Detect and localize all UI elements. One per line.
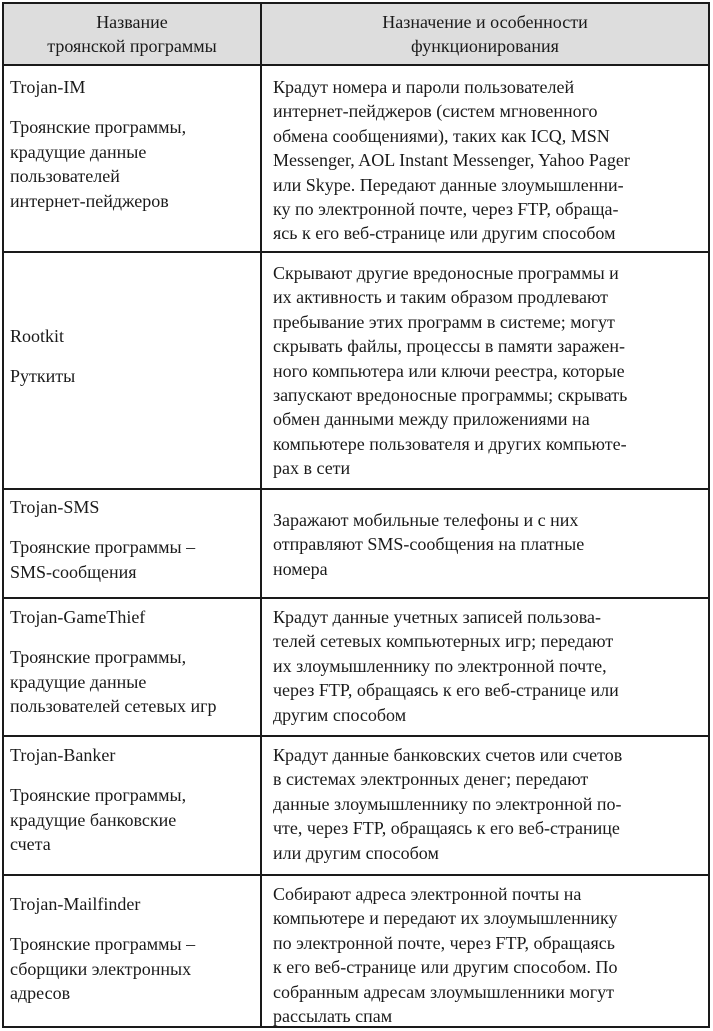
desc-line: к его веб-странице или другим способом. По [273, 957, 618, 978]
desc-line: Скрывают другие вредоносные программы и [273, 263, 619, 283]
program-description-ru [10, 645, 260, 718]
name-line: Троянские программы, [10, 117, 187, 138]
purpose-cell [262, 490, 708, 597]
program-name-cell [4, 66, 262, 251]
purpose-text [273, 882, 704, 1028]
desc-line: Заражают мобильные телефоны и с них [273, 510, 579, 530]
purpose-text [273, 75, 704, 246]
program-code: Rootkit [10, 326, 65, 346]
header-name-line-1: Название [96, 12, 168, 32]
program-name-cell [4, 490, 262, 597]
name-line: пользователей сетевых игр [10, 696, 217, 717]
purpose-text [273, 261, 704, 481]
name-line: Троянские программы, [10, 785, 187, 806]
program-code: Trojan-Mailfinder [10, 894, 141, 914]
desc-line: или Skype. Передают данные злоумышленни- [273, 174, 624, 195]
desc-line: их злоумышленнику по электронной почте, [273, 655, 607, 676]
desc-line: Крадут данные банковских счетов или счетов [273, 745, 623, 765]
name-line: крадущие данные [10, 141, 147, 162]
desc-line: обмен данными между приложениями на [273, 409, 590, 430]
name-line: Троянские программы, [10, 647, 187, 668]
desc-line: рах в сети [273, 458, 351, 479]
desc-line: отправляют SMS-сообщения на платные [273, 534, 585, 555]
desc-line: запускают вредоносные программы; скрывать [273, 385, 628, 406]
desc-line: номера [273, 558, 328, 579]
header-purpose-line-1: Назначение и особенности [382, 12, 588, 32]
desc-line: телей сетевых компьютерных игр; передают [273, 631, 614, 652]
desc-line: ку по электронной почте, через FTP, обраща- [273, 199, 619, 220]
name-line: Руткиты [10, 366, 76, 387]
name-line: адресов [10, 983, 71, 1004]
purpose-text [273, 508, 704, 581]
program-description-ru [10, 115, 260, 213]
table-row [4, 599, 708, 737]
name-line: Троянские программы – [10, 934, 196, 955]
program-name-cell [4, 737, 262, 874]
purpose-cell [262, 737, 708, 874]
program-code: Trojan-GameThief [10, 607, 146, 627]
table-row [4, 737, 708, 876]
name-line: сборщики электронных [10, 958, 192, 979]
name-line: SMS-сообщения [10, 561, 137, 582]
table-row [4, 490, 708, 599]
desc-line: чте, через FTP, обращаясь к его веб-странице [273, 818, 620, 839]
desc-line: интернет-пейджеров (систем мгновенного [273, 101, 598, 122]
header-name-line-2: троянской программы [47, 36, 217, 56]
purpose-text [273, 605, 704, 727]
desc-line: через FTP, обращаясь к его веб-странице или [273, 680, 619, 701]
desc-line: компьютере пользователя и других компьюте- [273, 433, 627, 454]
program-description-ru [10, 932, 260, 1005]
program-code: Trojan-SMS [10, 497, 100, 517]
desc-line: по электронной почте, через FTP, обращаясь [273, 932, 615, 953]
purpose-cell [262, 66, 708, 251]
desc-line: их активность и таким образом продлевают [273, 287, 609, 308]
desc-line: скрывать файлы, процессы в памяти заражен- [273, 336, 626, 357]
desc-line: Крадут номера и пароли пользователей [273, 77, 575, 97]
trojan-types-table [2, 2, 710, 1028]
program-name-cell [4, 253, 262, 488]
header-purpose-line-2: функционирования [411, 36, 559, 56]
program-description-ru [10, 535, 260, 584]
desc-line: в системах электронных денег; передают [273, 769, 589, 790]
header-cell-name [4, 4, 262, 64]
desc-line: Собирают адреса электронной почты на [273, 884, 582, 904]
name-line: счета [10, 834, 51, 855]
desc-line: собранным адресам злоумышленники могут [273, 981, 614, 1002]
desc-line: данные злоумышленнику по электронной по- [273, 793, 622, 814]
desc-line: пребывание этих программ в системе; могут [273, 311, 615, 332]
program-code: Trojan-Banker [10, 745, 116, 765]
desc-line: Messenger, AOL Instant Messenger, Yahoo Pager [273, 150, 630, 171]
desc-line: рассылать спам [273, 1006, 393, 1027]
desc-line: ясь к его веб-странице или другим способом [273, 223, 616, 244]
program-description-ru [10, 783, 260, 856]
name-line: Троянские программы – [10, 537, 196, 558]
program-name-cell [4, 599, 262, 735]
purpose-text [273, 743, 704, 865]
program-name-cell [4, 876, 262, 1026]
desc-line: другим способом [273, 704, 407, 725]
name-line: крадущие банковские [10, 809, 177, 830]
desc-line: Крадут данные учетных записей пользова- [273, 607, 601, 627]
program-description-ru [10, 364, 260, 388]
table-row [4, 66, 708, 253]
purpose-cell [262, 876, 708, 1026]
table-row [4, 876, 708, 1026]
desc-line: ного компьютера или ключи реестра, которые [273, 360, 625, 381]
purpose-cell [262, 253, 708, 488]
header-cell-purpose [262, 4, 708, 64]
table-row [4, 253, 708, 490]
name-line: крадущие данные [10, 671, 147, 692]
desc-line: компьютере и передают их злоумышленнику [273, 908, 618, 929]
desc-line: обмена сообщениями), таких как ICQ, MSN [273, 125, 610, 146]
table-header-row [4, 4, 708, 66]
name-line: пользователей [10, 166, 120, 187]
desc-line: или другим способом [273, 842, 439, 863]
purpose-cell [262, 599, 708, 735]
program-code: Trojan-IM [10, 77, 86, 97]
name-line: интернет-пейджеров [10, 190, 169, 211]
